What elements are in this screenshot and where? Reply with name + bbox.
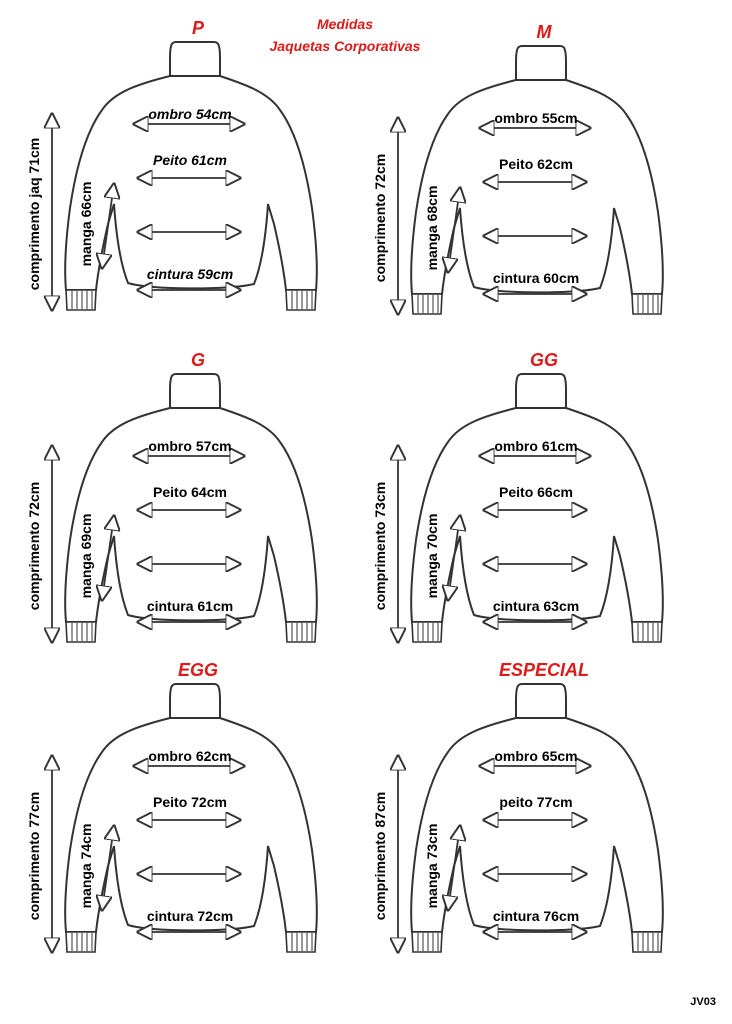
jacket-outline-icon xyxy=(10,670,376,1000)
manga-measure: manga 73cm xyxy=(424,823,440,909)
ombro-measure: ombro 61cm xyxy=(494,438,578,454)
cintura-measure: cintura 76cm xyxy=(492,908,580,924)
ombro-measure: ombro 62cm xyxy=(148,748,232,764)
peito-measure: Peito 64cm xyxy=(153,484,227,500)
size-label: P xyxy=(191,18,205,38)
size-label: EGG xyxy=(177,660,219,680)
size-chart-m xyxy=(356,22,722,362)
manga-measure: manga 70cm xyxy=(424,513,440,599)
cintura-measure: cintura 60cm xyxy=(492,270,580,286)
jacket-outline-icon xyxy=(10,360,376,690)
peito-measure: Peito 62cm xyxy=(499,156,573,172)
title-medidas: Medidas xyxy=(316,16,373,32)
comprimento-measure: comprimento 87cm xyxy=(372,791,388,921)
size-label: M xyxy=(536,22,552,42)
manga-measure: manga 74cm xyxy=(78,823,94,909)
jacket-outline-icon xyxy=(356,360,722,690)
manga-measure: manga 68cm xyxy=(424,185,440,271)
peito-measure: peito 77cm xyxy=(499,794,573,810)
ombro-measure: ombro 54cm xyxy=(148,106,232,122)
comprimento-measure: comprimento jaq 71cm xyxy=(26,137,42,291)
title-jaquetas-corporativas: Jaquetas Corporativas xyxy=(269,38,421,54)
ombro-measure: ombro 65cm xyxy=(494,748,578,764)
size-label: GG xyxy=(529,350,559,370)
size-chart-especial xyxy=(356,660,722,1000)
size-chart-egg xyxy=(10,660,376,1000)
ombro-measure: ombro 57cm xyxy=(148,438,232,454)
manga-measure: manga 69cm xyxy=(78,513,94,599)
cintura-measure: cintura 63cm xyxy=(492,598,580,614)
jacket-outline-icon xyxy=(356,670,722,1000)
cintura-measure: cintura 59cm xyxy=(146,266,234,282)
peito-measure: Peito 66cm xyxy=(499,484,573,500)
footer-code: JV03 xyxy=(690,996,716,1008)
jacket-outline-icon xyxy=(10,28,376,358)
size-chart-g xyxy=(10,350,376,690)
size-label: ESPECIAL xyxy=(498,660,590,680)
jacket-outline-icon xyxy=(356,32,722,362)
comprimento-measure: comprimento 77cm xyxy=(26,791,42,921)
cintura-measure: cintura 61cm xyxy=(146,598,234,614)
peito-measure: Peito 72cm xyxy=(153,794,227,810)
manga-measure: manga 66cm xyxy=(78,181,94,267)
peito-measure: Peito 61cm xyxy=(153,152,227,168)
size-chart-gg xyxy=(356,350,722,690)
comprimento-measure: comprimento 72cm xyxy=(372,153,388,283)
size-label: G xyxy=(190,350,206,370)
comprimento-measure: comprimento 72cm xyxy=(26,481,42,611)
cintura-measure: cintura 72cm xyxy=(146,908,234,924)
ombro-measure: ombro 55cm xyxy=(494,110,578,126)
comprimento-measure: comprimento 73cm xyxy=(372,481,388,611)
